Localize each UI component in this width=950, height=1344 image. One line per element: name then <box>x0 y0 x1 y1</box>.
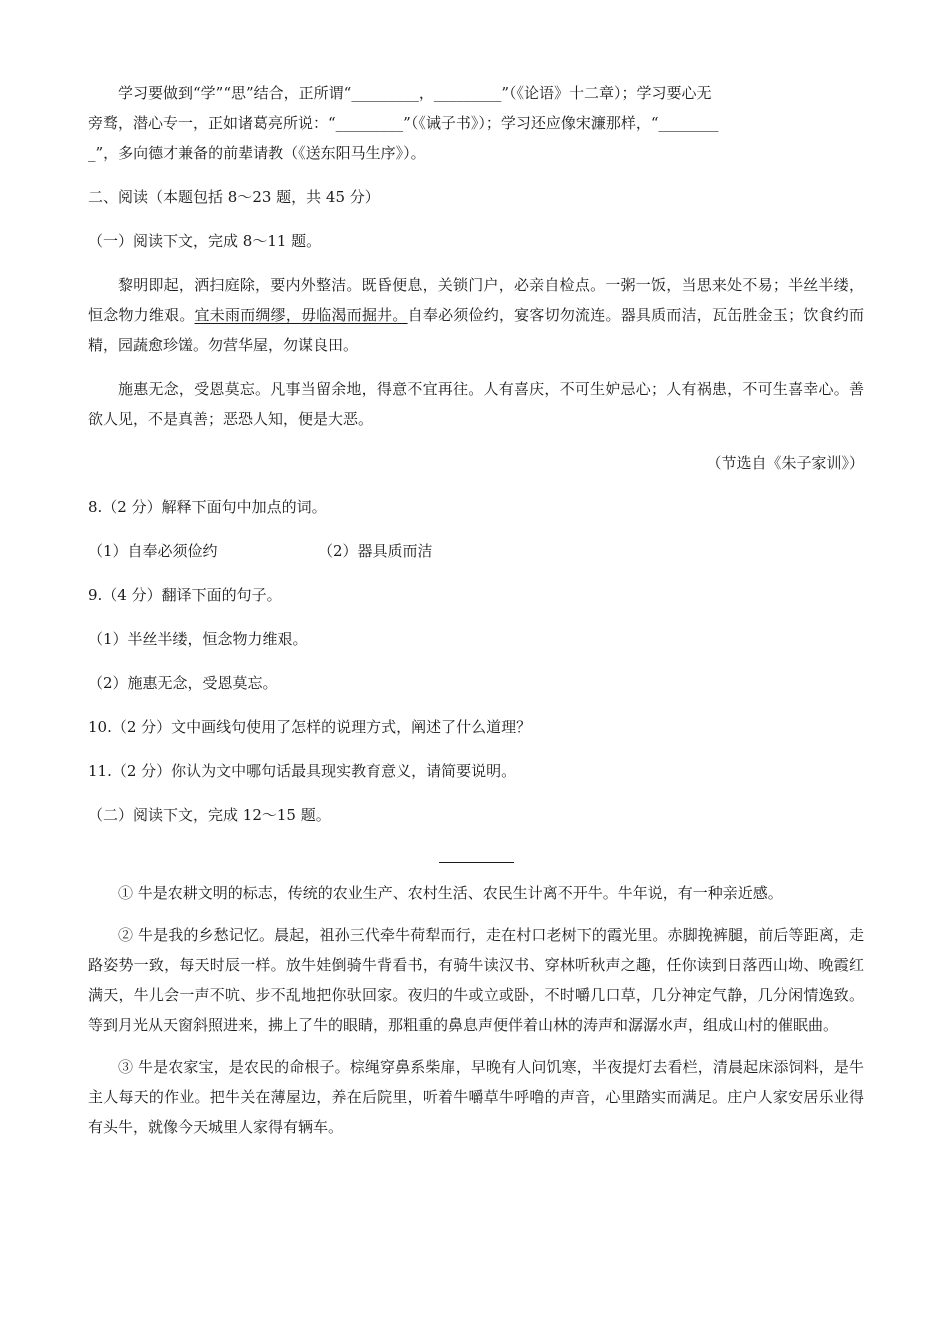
question-9-item-2: （2）施惠无念，受恩莫忘。 <box>88 674 278 692</box>
question-8: 8.（2 分）解释下面句中加点的词。 <box>88 498 327 516</box>
question-8-item-2: （2）器具质而洁 <box>318 542 433 560</box>
intro-line-1: 学习要做到“学”“思”结合，正所谓“_________，_________”（《论语》十二章）；学习要心无 <box>118 84 712 102</box>
title-blank-row <box>88 848 864 862</box>
question-11: 11.（2 分）你认为文中哪句话最具现实教育意义，请简要说明。 <box>88 762 517 780</box>
section-2-heading: 二、阅读（本题包括 8～23 题，共 45 分） <box>88 188 380 206</box>
passage-1-source: （节选自《朱子家训》） <box>706 454 864 472</box>
passage-1-text-a: 黎明即起，洒扫庭除，要内外整洁。既昏便息，关锁门户，必亲自检点。一粥一饭，当思来处不易；半丝半缕，恒念物力维艰。 <box>88 276 864 324</box>
document-page <box>88 78 864 1142</box>
part-2-heading: （二）阅读下文，完成 12～15 题。 <box>88 806 331 824</box>
question-10: 10.（2 分）文中画线句使用了怎样的说理方式，阐述了什么道理？ <box>88 718 532 736</box>
passage-2-paragraph-3: ③ 牛是农家宝，是农民的命根子。棕绳穿鼻系柴扉，早晚有人问饥寒，半夜提灯去看栏，清晨起床添饲料，是牛主人每天的作业。把牛关在薄屋边，养在后院里，听着牛嚼草牛呼噜的声音，心里踏实而满足。庄户人家安居乐业得有头牛，就像今天城里人家得有辆车。 <box>88 1058 864 1136</box>
passage-1-text-b: 自奉必须俭约，宴客切勿流连。器具质而洁，瓦缶胜金玉；饮食约而精，园蔬愈珍馐。勿营华屋，勿谋良田。 <box>88 306 864 354</box>
question-9: 9.（4 分）翻译下面的句子。 <box>88 586 282 604</box>
passage-1-paragraph-2: 施惠无念，受恩莫忘。凡事当留余地，得意不宜再往。人有喜庆，不可生妒忌心；人有祸患，不可生喜幸心。善欲人见，不是真善；恶恐人知，便是大恶。 <box>88 380 864 428</box>
intro-line-2: 旁骛，潜心专一，正如诸葛亮所说：“_________”（《诫子书》）；学习还应像宋濂那样，“________ <box>88 114 719 132</box>
part-1-heading: （一）阅读下文，完成 8～11 题。 <box>88 232 322 250</box>
underlined-sentence: 宜未雨而绸缪，毋临渴而掘井。 <box>194 306 408 324</box>
question-9-item-1: （1）半丝半缕，恒念物力维艰。 <box>88 630 308 648</box>
intro-paragraph <box>88 78 864 168</box>
intro-line-3: _”，多向德才兼备的前辈请教（《送东阳马生序》）。 <box>88 144 426 162</box>
passage-2-paragraph-1: ① 牛是农耕文明的标志，传统的农业生产、农村生活、农民生计离不开牛。牛年说，有一种亲近感。 <box>118 884 783 902</box>
passage-2-paragraph-2: ② 牛是我的乡愁记忆。晨起，祖孙三代牵牛荷犁而行，走在村口老树下的霞光里。赤脚挽裤腿，前后等距离，走路姿势一致，每天时辰一样。放牛娃倒骑牛背看书，有骑牛读汉书、穿林听秋声之趣，任你读到日落西山坳、晚霞红满天，牛儿会一声不吭、步不乱地把你驮回家。夜归的牛或立或卧，不时嚼几口草，几分神定气静，几分闲情逸致。等到月光从天窗斜照进来，拂上了牛的眼睛，那粗重的鼻息声便伴着山林的涛声和潺潺水声，组成山村的催眠曲。 <box>88 926 864 1034</box>
title-blank <box>439 848 514 863</box>
question-8-item-1: （1）自奉必须俭约 <box>88 542 218 560</box>
question-8-items <box>88 536 864 566</box>
passage-1-paragraph-1 <box>88 270 864 360</box>
